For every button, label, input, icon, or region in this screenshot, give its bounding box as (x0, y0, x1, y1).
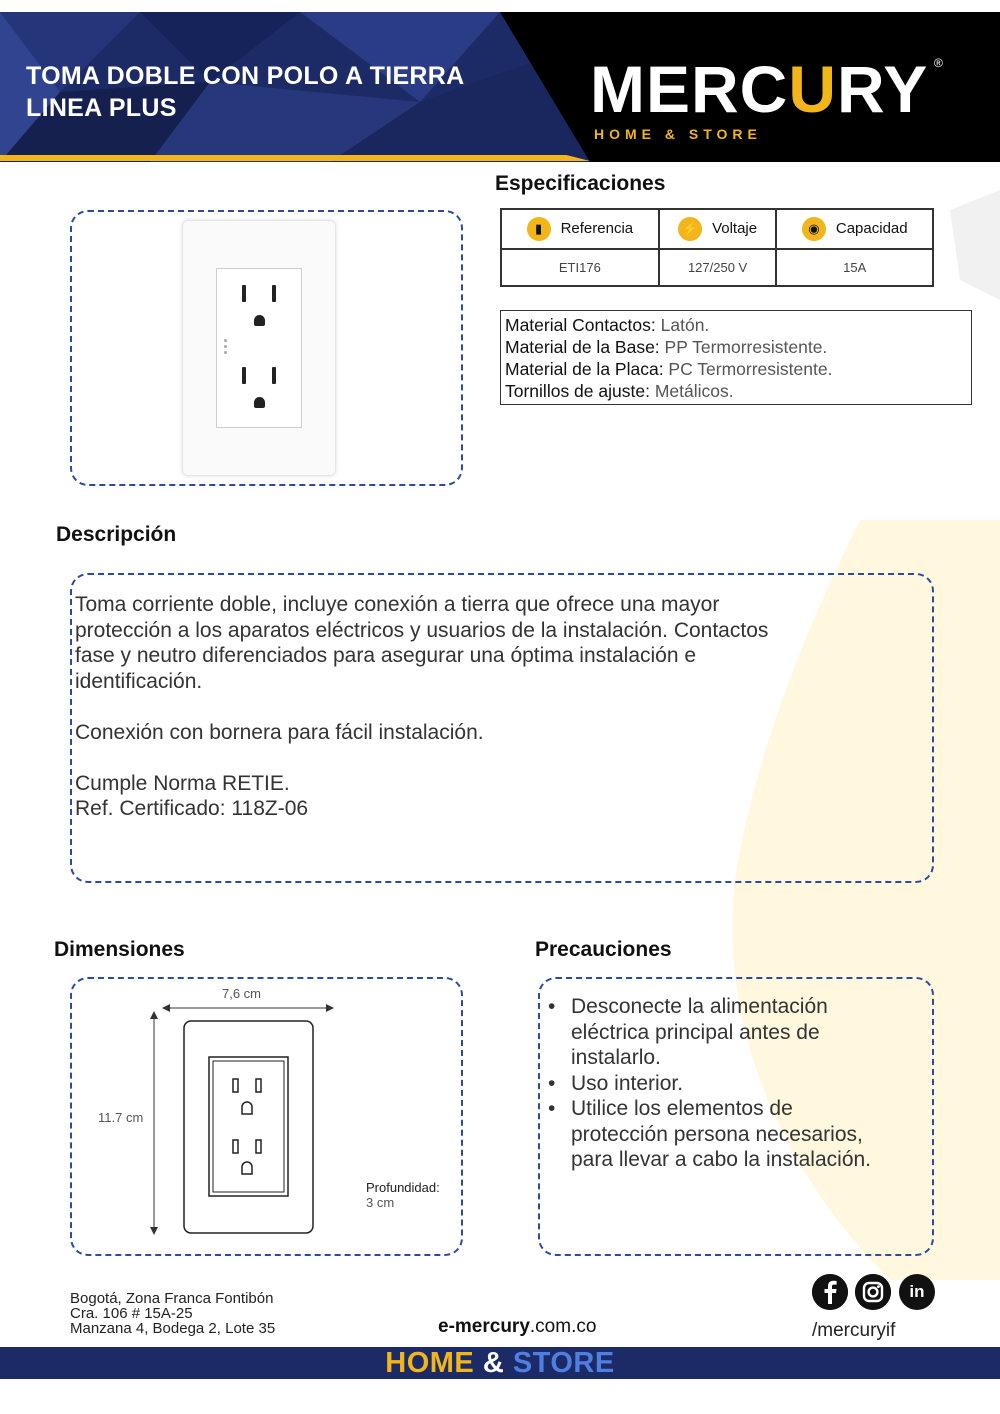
description-paragraph-2: Conexión con bornera para fácil instalación. (75, 720, 484, 744)
linkedin-icon[interactable]: in (899, 1274, 935, 1310)
indicator-dots (224, 339, 227, 357)
website-link[interactable]: e-mercury.com.co (438, 1316, 597, 1337)
page-title (26, 60, 465, 124)
list-item: • Uso interior. (548, 1071, 928, 1097)
spec-value-referencia: ETI176 (501, 249, 659, 286)
address-line-2: Cra. 106 # 15A-25 (70, 1305, 193, 1322)
list-item: • Desconecte la alimentación eléctrica principal antes de instalarlo. (548, 994, 928, 1071)
address-line-3: Manzana 4, Bodega 2, Lote 35 (70, 1320, 276, 1337)
spec-value-voltaje: 127/250 V (659, 249, 777, 286)
instagram-icon[interactable] (855, 1274, 891, 1310)
specs-heading: Especificaciones (495, 172, 666, 195)
description-paragraph-3: Cumple Norma RETIE. Ref. Certificado: 118Z-06 (75, 771, 309, 820)
depth-label: Profundidad: (366, 1180, 440, 1195)
bulb-icon: ◉ (802, 217, 826, 241)
specs-header-row (501, 209, 933, 249)
material-row: Tornillos de ajuste: Metálicos. (505, 381, 734, 401)
plug-icon: ▮ (527, 217, 551, 241)
bottom-brand-bar (0, 1347, 1000, 1379)
description-text (75, 592, 875, 847)
social-icons (812, 1274, 938, 1310)
address-line-1: Bogotá, Zona Franca Fontibón (70, 1290, 274, 1307)
material-row: Material de la Placa: PC Termorresistente. (505, 359, 833, 379)
header-gold-bar (0, 155, 590, 161)
precautions-heading: Precauciones (535, 938, 672, 961)
width-label: 7,6 cm (222, 986, 262, 1001)
spec-header-capacidad: ◉ Capacidad (776, 209, 933, 249)
description-paragraph-1: Toma corriente doble, incluye conexión a tierra que ofrece una mayor protección a los aparatos eléctricos y usuarios de la instalación. Contactos fase y neutro diferenciados para asegurar una óptima instalación e identificación. (75, 593, 769, 693)
mercury-logo (590, 52, 950, 146)
list-item: • Utilice los elementos de protección persona necesarios, para llevar a cabo la instalación. (548, 1096, 928, 1173)
address (70, 1291, 275, 1336)
specs-table (500, 208, 934, 287)
logo-wordmark: MERCURY (590, 52, 929, 126)
material-row: Material de la Base: PP Termorresistente. (505, 337, 828, 357)
specs-value-row (501, 249, 933, 286)
title-line-1: TOMA DOBLE CON POLO A TIERRA (26, 62, 465, 90)
spec-header-referencia: ▮ Referencia (501, 209, 659, 249)
outlet-face (216, 268, 302, 428)
outlet-top (235, 283, 285, 339)
depth-value: 3 cm (366, 1195, 395, 1210)
title-line-2: LINEA PLUS (26, 94, 177, 122)
description-heading: Descripción (56, 523, 177, 546)
registered-mark: ® (934, 56, 943, 70)
facebook-icon[interactable] (812, 1274, 848, 1310)
height-label: 11.7 cm (98, 1110, 144, 1125)
bottom-brand-text: HOME & STORE (385, 1347, 615, 1379)
outlet-bottom (235, 365, 285, 421)
materials-box (500, 310, 972, 405)
precautions-list (548, 994, 928, 1173)
spec-header-voltaje: ⚡ Voltaje (659, 209, 777, 249)
material-row: Material Contactos: Latón. (505, 315, 710, 335)
dimensions-heading: Dimensiones (54, 938, 185, 961)
product-image (182, 220, 336, 476)
logo-subtitle: HOME & STORE (594, 126, 762, 142)
background-watermark-top (930, 190, 1000, 300)
spec-value-capacidad: 15A (776, 249, 933, 286)
social-handle: /mercuryif (812, 1320, 896, 1341)
bolt-icon: ⚡ (678, 217, 702, 241)
